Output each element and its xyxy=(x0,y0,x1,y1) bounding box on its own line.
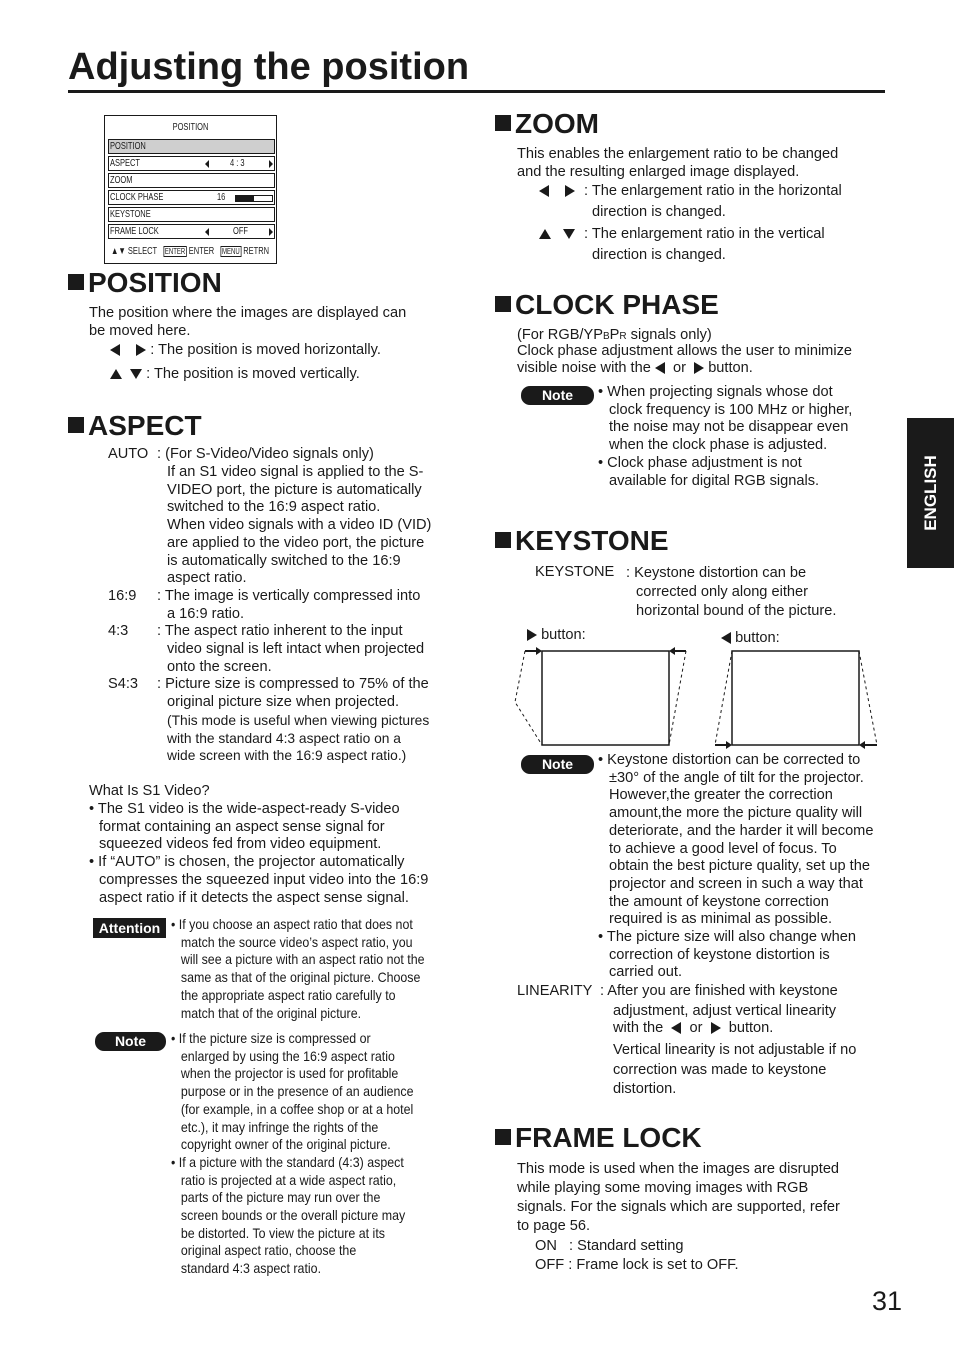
zoom-intro: This enables the enlargement ratio to be changed and the resulting enlarged image displayed. xyxy=(517,146,839,180)
square-bullet-icon xyxy=(68,417,84,433)
s1-video-desc: • The S1 video is the wide-aspect-ready S-video format containing an aspect sense signal for squeezed videos fed from video equipment. • If “AUTO” is chosen, the projector automatically compresses the squeezed input video into the 16:9 aspect ratio if it detects the aspect sense signal. xyxy=(89,801,429,906)
right-arrow-icon xyxy=(711,1022,721,1034)
square-bullet-icon xyxy=(495,296,511,312)
arrow-head-icon xyxy=(536,647,542,655)
osd-row-keystone: KEYSTONE xyxy=(108,207,275,222)
linearity-line3: with the or button. xyxy=(613,1020,774,1036)
clock-phase-heading: CLOCK PHASE xyxy=(495,289,719,321)
aspect-heading: ASPECT xyxy=(68,410,202,442)
aspect-note-text: • If the picture size is compressed or enlarged by using the 16:9 aspect ratio when the projector is used for profitable purpose or in the presence of an audience (for example, in a coffee shop or at a hotel etc.), it may infringe the rights of the copyright owner of the original picture. • If a picture with the standard (4:3) aspect ratio is projected at a wide aspect ratio, parts of the picture may run over the screen bounds or the overall picture may be distorted. To view the picture at its original aspect ratio, choose the standard 4:3 aspect ratio. xyxy=(171,1031,414,1277)
zoom-vertical-arrows xyxy=(539,226,575,244)
osd-menu-title: POSITION xyxy=(172,122,209,133)
chevron-right-icon xyxy=(269,228,273,236)
left-arrow-icon xyxy=(110,344,120,356)
osd-menu-illustration xyxy=(104,115,277,264)
square-bullet-icon xyxy=(495,115,511,131)
chevron-right-icon xyxy=(269,160,273,168)
aspect-169-rest: a 16:9 ratio. xyxy=(167,606,245,622)
distortion-outline xyxy=(669,651,686,745)
osd-footer: ▲▼ SELECT ENTER ENTER MENU RETRN xyxy=(111,246,270,257)
position-heading: POSITION xyxy=(68,267,222,299)
left-arrow-icon xyxy=(671,1022,681,1034)
square-bullet-icon xyxy=(495,1129,511,1145)
screen-rect xyxy=(732,651,859,745)
aspect-s43-first: : Picture size is compressed to 75% of the xyxy=(157,676,429,692)
frame-lock-desc: This mode is used when the images are disrupted while playing some moving images with RGB signals. For the signals which are supported, refer to page 56. xyxy=(517,1161,840,1234)
osd-row-zoom: ZOOM xyxy=(108,173,275,188)
zoom-horizontal-arrows xyxy=(539,183,575,201)
keystone-heading: KEYSTONE xyxy=(495,525,669,557)
osd-row-clock-phase: CLOCK PHASE 16 xyxy=(108,190,275,205)
aspect-43-first: : The aspect ratio inherent to the input xyxy=(157,623,403,639)
clock-phase-signals: (For RGB/YPBPR signals only) xyxy=(517,327,712,343)
frame-lock-off: OFF : Frame lock is set to OFF. xyxy=(535,1257,739,1273)
language-tab-label: ENGLISH xyxy=(921,455,940,531)
page-title: Adjusting the position xyxy=(68,46,470,88)
keystone-note-badge: Note xyxy=(521,755,594,774)
aspect-auto-first: : (For S-Video/Video signals only) xyxy=(157,446,374,462)
linearity-rest: Vertical linearity is not adjustable if no correction was made to keystone distortion. xyxy=(613,1042,857,1097)
keystone-diagram xyxy=(505,640,895,755)
chevron-left-icon xyxy=(205,228,209,236)
keystone-diagram-left xyxy=(715,651,877,749)
osd-slider xyxy=(235,195,273,202)
enter-key-icon: ENTER xyxy=(164,247,186,256)
frame-lock-on: ON : Standard setting xyxy=(535,1238,684,1254)
down-arrow-icon xyxy=(563,229,575,239)
attention-text: • If you choose an aspect ratio that does not match the source video’s aspect ratio, you will see a picture with an aspect ratio not the same as that of the original picture. Choose the appropriate aspect ratio carefully to match that of the original picture. xyxy=(171,917,425,1021)
clock-phase-note-text: • When projecting signals whose dot clock frequency is 100 MHz or higher, the noise may not be disappear even when the clock phase is adjusted. • Clock phase adjustment is not available for digital RGB signals. xyxy=(598,384,853,489)
keystone-left-button-label: button: xyxy=(721,630,780,648)
linearity-line1: : After you are finished with keystone xyxy=(600,983,838,999)
screen-rect xyxy=(542,651,669,745)
arrow-head-icon xyxy=(859,741,865,749)
aspect-s43-small: (This mode is useful when viewing pictures with the standard 4:3 aspect ratio on a wide screen with the 16:9 aspect ratio.) xyxy=(167,713,430,764)
square-bullet-icon xyxy=(68,274,84,290)
aspect-43-key: 4:3 xyxy=(108,623,129,639)
left-arrow-icon xyxy=(655,362,665,374)
right-arrow-icon xyxy=(136,344,146,356)
right-arrow-icon xyxy=(694,362,704,374)
distortion-outline xyxy=(515,651,542,745)
aspect-auto-key: AUTO xyxy=(108,446,149,462)
position-horizontal: : The position is moved horizontally. xyxy=(110,342,381,360)
osd-slider-fill xyxy=(236,196,254,201)
up-down-arrow-icon: ▲▼ xyxy=(111,246,126,257)
keystone-note-text: • Keystone distortion can be corrected to ±30° of the angle of tilt for the projector. However,the greater the correction amount,the more the picture quality will deteriorate, and the harder it will become to achieve a good level of focus. To obtain the best picture quality, set up the projector and screen in such a way that the amount of keystone correction required is as minimal as possible. • The picture size will also change when correction of keystone distortion is carried out. xyxy=(598,752,874,981)
s1-video-title: What Is S1 Video? xyxy=(89,783,210,799)
aspect-169-key: 16:9 xyxy=(108,588,137,604)
keystone-desc: : Keystone distortion can be corrected only along either horizontal bound of the picture. xyxy=(626,565,837,619)
left-arrow-icon xyxy=(539,185,549,197)
square-bullet-icon xyxy=(495,532,511,548)
chevron-left-icon xyxy=(205,160,209,168)
aspect-auto-desc: If an S1 video signal is applied to the S- VIDEO port, the picture is automatically switched to the 16:9 aspect ratio. When video signals with a video ID (VID) are applied to the video port, the picture is automatically switched to the 16:9 aspect ratio. xyxy=(167,464,432,587)
distortion-outline xyxy=(859,651,877,745)
page-number: 31 xyxy=(872,1286,903,1316)
keystone-diagram-right xyxy=(515,647,686,745)
up-arrow-icon xyxy=(110,369,122,379)
frame-lock-heading: FRAME LOCK xyxy=(495,1122,702,1154)
arrow-head-icon xyxy=(669,647,675,655)
zoom-horizontal-text: : The enlargement ratio in the horizontal direction is changed. xyxy=(584,183,842,220)
linearity-line2: adjustment, adjust vertical linearity xyxy=(613,1003,837,1019)
position-intro: The position where the images are displayed can be moved here. xyxy=(89,305,407,339)
clock-phase-line2: visible noise with the or button. xyxy=(517,360,753,376)
position-vertical: : The position is moved vertically. xyxy=(110,366,360,384)
distortion-outline xyxy=(715,651,732,745)
keystone-right-button-label: button: xyxy=(527,627,586,645)
aspect-s43-rest: original picture size when projected. xyxy=(167,694,400,710)
zoom-heading: ZOOM xyxy=(495,108,599,140)
osd-row-position: POSITION xyxy=(108,139,275,154)
osd-row-frame-lock: FRAME LOCK OFF xyxy=(108,224,275,239)
aspect-note-badge: Note xyxy=(95,1032,166,1051)
keystone-key: KEYSTONE xyxy=(535,564,615,580)
up-arrow-icon xyxy=(539,229,551,239)
aspect-s43-key: S4:3 xyxy=(108,676,139,692)
arrow-head-icon xyxy=(726,741,732,749)
clock-phase-note-badge: Note xyxy=(521,386,594,405)
attention-badge: Attention xyxy=(93,918,166,938)
aspect-43-rest: video signal is left intact when projected onto the screen. xyxy=(167,641,425,675)
title-rule xyxy=(68,90,885,93)
down-arrow-icon xyxy=(130,369,142,379)
linearity-key: LINEARITY xyxy=(517,983,593,999)
language-tab xyxy=(907,418,954,568)
clock-phase-line1: Clock phase adjustment allows the user to minimize xyxy=(517,343,852,359)
aspect-169-first: : The image is vertically compressed into xyxy=(157,588,421,604)
osd-row-aspect: ASPECT 4 : 3 xyxy=(108,156,275,171)
right-arrow-icon xyxy=(565,185,575,197)
zoom-vertical-text: : The enlargement ratio in the vertical direction is changed. xyxy=(584,226,825,263)
menu-key-icon: MENU xyxy=(221,247,240,256)
